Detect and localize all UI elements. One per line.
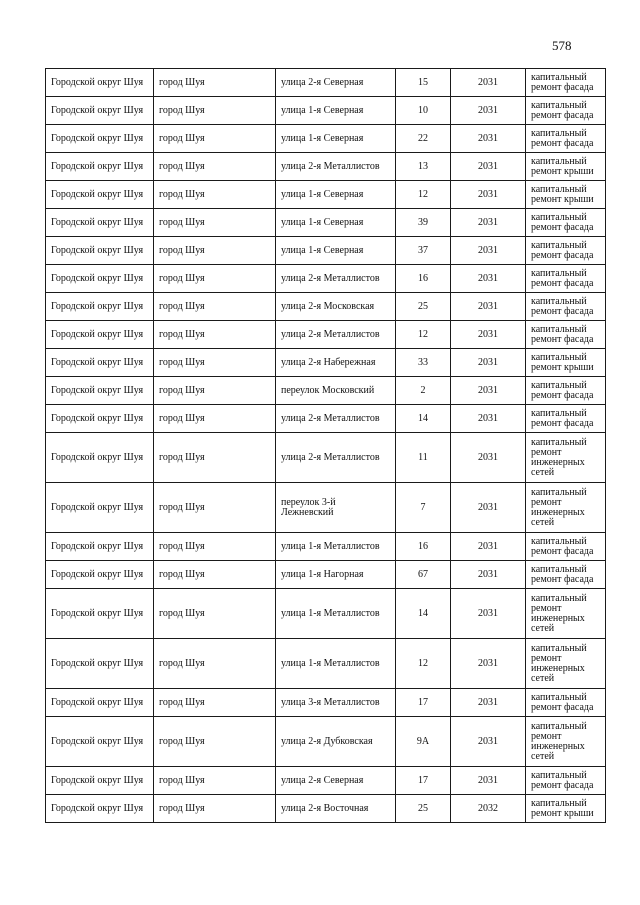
municipality-cell: Городской округ Шуя: [46, 483, 154, 533]
work-type-cell: капитальный ремонт фасада: [526, 561, 606, 589]
municipality-cell: Городской округ Шуя: [46, 265, 154, 293]
street-cell: улица 1-я Северная: [276, 209, 396, 237]
street-cell: улица 1-я Северная: [276, 125, 396, 153]
settlement-cell: город Шуя: [154, 125, 276, 153]
street-cell: улица 1-я Нагорная: [276, 561, 396, 589]
house-number-cell: 33: [396, 349, 451, 377]
work-type-cell: капитальный ремонт фасада: [526, 689, 606, 717]
municipality-cell: Городской округ Шуя: [46, 795, 154, 823]
work-type-cell: капитальный ремонт крыши: [526, 795, 606, 823]
settlement-cell: город Шуя: [154, 561, 276, 589]
work-type-cell: капитальный ремонт фасада: [526, 125, 606, 153]
house-number-cell: 17: [396, 767, 451, 795]
table-row: [46, 293, 606, 321]
table-row: [46, 561, 606, 589]
year-cell: 2031: [451, 153, 526, 181]
house-number-cell: 25: [396, 795, 451, 823]
house-number-cell: 2: [396, 377, 451, 405]
house-number-cell: 15: [396, 69, 451, 97]
settlement-cell: город Шуя: [154, 717, 276, 767]
settlement-cell: город Шуя: [154, 767, 276, 795]
year-cell: 2031: [451, 97, 526, 125]
settlement-cell: город Шуя: [154, 589, 276, 639]
year-cell: 2031: [451, 209, 526, 237]
municipality-cell: Городской округ Шуя: [46, 561, 154, 589]
settlement-cell: город Шуя: [154, 237, 276, 265]
house-number-cell: 16: [396, 265, 451, 293]
settlement-cell: город Шуя: [154, 795, 276, 823]
house-number-cell: 14: [396, 405, 451, 433]
year-cell: 2031: [451, 589, 526, 639]
house-number-cell: 12: [396, 321, 451, 349]
settlement-cell: город Шуя: [154, 689, 276, 717]
table-row: [46, 209, 606, 237]
house-number-cell: 25: [396, 293, 451, 321]
street-cell: улица 2-я Северная: [276, 767, 396, 795]
table-row: [46, 689, 606, 717]
street-cell: улица 1-я Металлистов: [276, 639, 396, 689]
work-type-cell: капитальный ремонт инженерных сетей: [526, 639, 606, 689]
work-type-cell: капитальный ремонт фасада: [526, 209, 606, 237]
year-cell: 2032: [451, 795, 526, 823]
settlement-cell: город Шуя: [154, 181, 276, 209]
year-cell: 2031: [451, 717, 526, 767]
year-cell: 2031: [451, 405, 526, 433]
table-row: [46, 265, 606, 293]
municipality-cell: Городской округ Шуя: [46, 97, 154, 125]
table-row: [46, 795, 606, 823]
work-type-cell: капитальный ремонт крыши: [526, 349, 606, 377]
repair-schedule-table: [45, 68, 606, 823]
house-number-cell: 37: [396, 237, 451, 265]
street-cell: улица 3-я Металлистов: [276, 689, 396, 717]
work-type-cell: капитальный ремонт фасада: [526, 405, 606, 433]
street-cell: улица 2-я Металлистов: [276, 433, 396, 483]
year-cell: 2031: [451, 125, 526, 153]
work-type-cell: капитальный ремонт фасада: [526, 377, 606, 405]
table-row: [46, 533, 606, 561]
year-cell: 2031: [451, 561, 526, 589]
municipality-cell: Городской округ Шуя: [46, 405, 154, 433]
table-row: [46, 237, 606, 265]
year-cell: 2031: [451, 237, 526, 265]
table-row: [46, 153, 606, 181]
settlement-cell: город Шуя: [154, 483, 276, 533]
settlement-cell: город Шуя: [154, 321, 276, 349]
municipality-cell: Городской округ Шуя: [46, 377, 154, 405]
house-number-cell: 13: [396, 153, 451, 181]
house-number-cell: 7: [396, 483, 451, 533]
year-cell: 2031: [451, 293, 526, 321]
year-cell: 2031: [451, 377, 526, 405]
street-cell: улица 1-я Металлистов: [276, 533, 396, 561]
year-cell: 2031: [451, 349, 526, 377]
work-type-cell: капитальный ремонт фасада: [526, 321, 606, 349]
settlement-cell: город Шуя: [154, 293, 276, 321]
year-cell: 2031: [451, 689, 526, 717]
table-row: [46, 483, 606, 533]
settlement-cell: город Шуя: [154, 69, 276, 97]
municipality-cell: Городской округ Шуя: [46, 349, 154, 377]
work-type-cell: капитальный ремонт инженерных сетей: [526, 433, 606, 483]
work-type-cell: капитальный ремонт фасада: [526, 265, 606, 293]
municipality-cell: Городской округ Шуя: [46, 767, 154, 795]
work-type-cell: капитальный ремонт крыши: [526, 153, 606, 181]
year-cell: 2031: [451, 265, 526, 293]
table-row: [46, 125, 606, 153]
table-row: [46, 181, 606, 209]
year-cell: 2031: [451, 433, 526, 483]
municipality-cell: Городской округ Шуя: [46, 717, 154, 767]
street-cell: улица 1-я Северная: [276, 181, 396, 209]
work-type-cell: капитальный ремонт фасада: [526, 237, 606, 265]
page-number: 578: [552, 38, 572, 53]
table-row: [46, 69, 606, 97]
street-cell: улица 2-я Металлистов: [276, 153, 396, 181]
municipality-cell: Городской округ Шуя: [46, 69, 154, 97]
municipality-cell: Городской округ Шуя: [46, 321, 154, 349]
work-type-cell: капитальный ремонт фасада: [526, 69, 606, 97]
work-type-cell: капитальный ремонт инженерных сетей: [526, 589, 606, 639]
work-type-cell: капитальный ремонт инженерных сетей: [526, 483, 606, 533]
year-cell: 2031: [451, 321, 526, 349]
settlement-cell: город Шуя: [154, 533, 276, 561]
year-cell: 2031: [451, 533, 526, 561]
house-number-cell: 17: [396, 689, 451, 717]
settlement-cell: город Шуя: [154, 265, 276, 293]
municipality-cell: Городской округ Шуя: [46, 433, 154, 483]
settlement-cell: город Шуя: [154, 209, 276, 237]
street-cell: улица 2-я Металлистов: [276, 265, 396, 293]
year-cell: 2031: [451, 483, 526, 533]
house-number-cell: 22: [396, 125, 451, 153]
work-type-cell: капитальный ремонт фасада: [526, 97, 606, 125]
table-body: [46, 69, 606, 823]
work-type-cell: капитальный ремонт фасада: [526, 293, 606, 321]
street-cell: улица 1-я Металлистов: [276, 589, 396, 639]
table-row: [46, 433, 606, 483]
table-row: [46, 767, 606, 795]
street-cell: улица 2-я Металлистов: [276, 321, 396, 349]
street-cell: улица 2-я Набережная: [276, 349, 396, 377]
house-number-cell: 39: [396, 209, 451, 237]
street-cell: переулок 3-й Лежневский: [276, 483, 396, 533]
house-number-cell: 67: [396, 561, 451, 589]
house-number-cell: 14: [396, 589, 451, 639]
settlement-cell: город Шуя: [154, 377, 276, 405]
table-row: [46, 349, 606, 377]
street-cell: улица 2-я Металлистов: [276, 405, 396, 433]
year-cell: 2031: [451, 181, 526, 209]
table-row: [46, 639, 606, 689]
house-number-cell: 12: [396, 181, 451, 209]
street-cell: переулок Московский: [276, 377, 396, 405]
municipality-cell: Городской округ Шуя: [46, 589, 154, 639]
house-number-cell: 16: [396, 533, 451, 561]
settlement-cell: город Шуя: [154, 639, 276, 689]
municipality-cell: Городской округ Шуя: [46, 153, 154, 181]
municipality-cell: Городской округ Шуя: [46, 639, 154, 689]
street-cell: улица 1-я Северная: [276, 97, 396, 125]
year-cell: 2031: [451, 639, 526, 689]
street-cell: улица 2-я Московская: [276, 293, 396, 321]
year-cell: 2031: [451, 69, 526, 97]
settlement-cell: город Шуя: [154, 405, 276, 433]
work-type-cell: капитальный ремонт фасада: [526, 533, 606, 561]
settlement-cell: город Шуя: [154, 153, 276, 181]
settlement-cell: город Шуя: [154, 97, 276, 125]
table-row: [46, 377, 606, 405]
work-type-cell: капитальный ремонт инженерных сетей: [526, 717, 606, 767]
table-row: [46, 321, 606, 349]
street-cell: улица 2-я Северная: [276, 69, 396, 97]
house-number-cell: 11: [396, 433, 451, 483]
municipality-cell: Городской округ Шуя: [46, 209, 154, 237]
settlement-cell: город Шуя: [154, 349, 276, 377]
municipality-cell: Городской округ Шуя: [46, 125, 154, 153]
municipality-cell: Городской округ Шуя: [46, 237, 154, 265]
municipality-cell: Городской округ Шуя: [46, 689, 154, 717]
work-type-cell: капитальный ремонт фасада: [526, 767, 606, 795]
settlement-cell: город Шуя: [154, 433, 276, 483]
work-type-cell: капитальный ремонт крыши: [526, 181, 606, 209]
table-row: [46, 405, 606, 433]
table-row: [46, 589, 606, 639]
year-cell: 2031: [451, 767, 526, 795]
table-row: [46, 717, 606, 767]
municipality-cell: Городской округ Шуя: [46, 293, 154, 321]
street-cell: улица 2-я Дубковская: [276, 717, 396, 767]
house-number-cell: 9А: [396, 717, 451, 767]
street-cell: улица 1-я Северная: [276, 237, 396, 265]
municipality-cell: Городской округ Шуя: [46, 533, 154, 561]
street-cell: улица 2-я Восточная: [276, 795, 396, 823]
house-number-cell: 10: [396, 97, 451, 125]
table-row: [46, 97, 606, 125]
house-number-cell: 12: [396, 639, 451, 689]
municipality-cell: Городской округ Шуя: [46, 181, 154, 209]
